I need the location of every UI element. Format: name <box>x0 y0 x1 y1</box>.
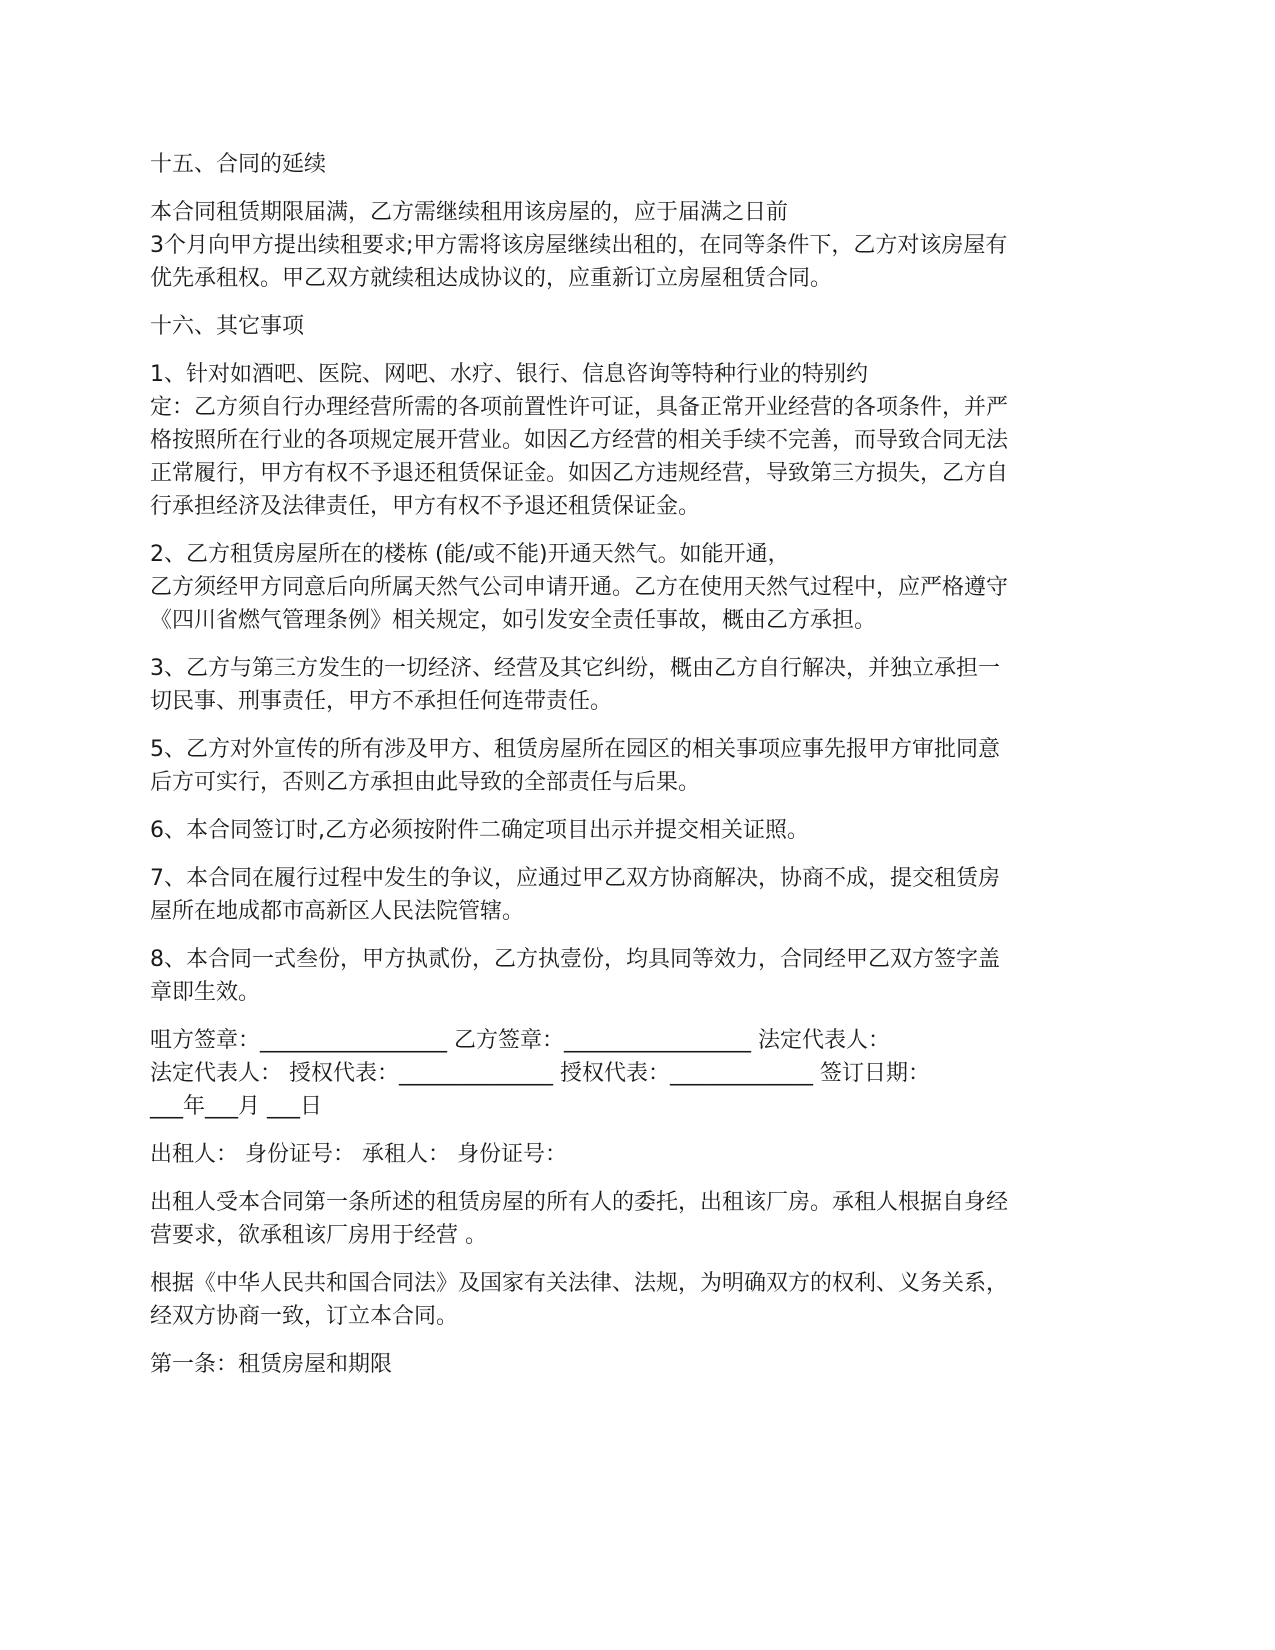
text-line: 5、乙方对外宣传的所有涉及甲方、租赁房屋所在园区的相关事项应事先报甲方审批同意 <box>150 737 1000 762</box>
text-line: 7、本合同在履行过程中发生的争议，应通过甲乙双方协商解决，协商不成，提交租赁房 <box>150 866 1000 891</box>
text-line: 根据《中华人民共和国合同法》及国家有关法律、法规，为明确双方的权利、义务关系， <box>150 1271 1009 1296</box>
text-line: 出租人： 身份证号： 承租人： 身份证号： <box>150 1142 567 1167</box>
text-line: 出租人受本合同第一条所述的租赁房屋的所有人的委托，出租该厂房。承租人根据自身经 <box>150 1190 1009 1215</box>
text-line: 十五、合同的延续 <box>150 152 327 177</box>
text-line: 《四川省燃气管理条例》相关规定，如引发安全责任事故，概由乙方承担。 <box>150 608 877 633</box>
section-heading-16 <box>150 310 1130 343</box>
text-line: 优先承租权。甲乙双方就续租达成协议的，应重新订立房屋租赁合同。 <box>150 266 833 291</box>
text-line: 章即生效。 <box>150 980 261 1005</box>
paragraph-entrustment <box>150 1186 1130 1252</box>
clause-2 <box>150 538 1130 637</box>
text-line: 经双方协商一致，订立本合同。 <box>150 1304 459 1329</box>
text-line: 切民事、刑事责任，甲方不承担任何连带责任。 <box>150 689 613 714</box>
clause-8 <box>150 943 1130 1009</box>
section-heading-15 <box>150 148 1130 181</box>
document-body <box>150 148 1130 1396</box>
paragraph-legal-basis <box>150 1267 1130 1333</box>
text-line: 乙方须经甲方同意后向所属天然气公司申请开通。乙方在使用天然气过程中，应严格遵守 <box>150 575 1009 600</box>
clause-1 <box>150 358 1130 523</box>
article-1-heading <box>150 1348 1130 1381</box>
clause-7 <box>150 862 1130 928</box>
text-line: 3、乙方与第三方发生的一切经济、经营及其它纠纷，概由乙方自行解决，并独立承担一 <box>150 656 1000 681</box>
text-line: 1、针对如酒吧、医院、网吧、水疗、银行、信息咨询等特种行业的特别约 <box>150 362 868 387</box>
text-line: 8、本合同一式叁份，甲方执贰份，乙方执壹份，均具同等效力，合同经甲乙双方签字盖 <box>150 947 1000 972</box>
text-line: 6、本合同签订时,乙方必须按附件二确定项目出示并提交相关证照。 <box>150 818 809 843</box>
text-line: 行承担经济及法律责任，甲方有权不予退还租赁保证金。 <box>150 494 701 519</box>
text-line: 营要求，欲承租该厂房用于经营 。 <box>150 1223 487 1248</box>
text-line: 十六、其它事项 <box>150 314 305 339</box>
clause-5 <box>150 733 1130 799</box>
text-line: 咀方签章：_________________ 乙方签章：_________________ 法定代表人： <box>150 1028 890 1053</box>
text-line: 第一条：租赁房屋和期限 <box>150 1352 393 1377</box>
text-line: 3个月向甲方提出续租要求;甲方需将该房屋继续出租的，在同等条件下，乙方对该房屋有 <box>150 233 1008 258</box>
text-line: 法定代表人： 授权代表：______________ 授权代表：_____________ 签订日期： <box>150 1061 930 1086</box>
paragraph-renewal <box>150 196 1130 295</box>
text-line: 正常履行，甲方有权不予退还租赁保证金。如因乙方违规经营，导致第三方损失，乙方自 <box>150 461 1009 486</box>
parties-line <box>150 1138 1130 1171</box>
signature-block <box>150 1024 1130 1123</box>
text-line: 后方可实行，否则乙方承担由此导致的全部责任与后果。 <box>150 770 701 795</box>
clause-6 <box>150 814 1130 847</box>
text-line: 2、乙方租赁房屋所在的楼栋 (能/或不能)开通天然气。如能开通， <box>150 542 790 567</box>
text-line: 本合同租赁期限届满，乙方需继续租用该房屋的，应于届满之日前 <box>150 200 789 225</box>
clause-3 <box>150 652 1130 718</box>
text-line: 屋所在地成都市高新区人民法院管辖。 <box>150 899 525 924</box>
text-line: 格按照所在行业的各项规定展开营业。如因乙方经营的相关手续不完善，而导致合同无法 <box>150 428 1009 453</box>
text-line: ___年___月 ___日 <box>150 1094 322 1119</box>
text-line: 定：乙方须自行办理经营所需的各项前置性许可证，具备正常开业经营的各项条件，并严 <box>150 395 1009 420</box>
